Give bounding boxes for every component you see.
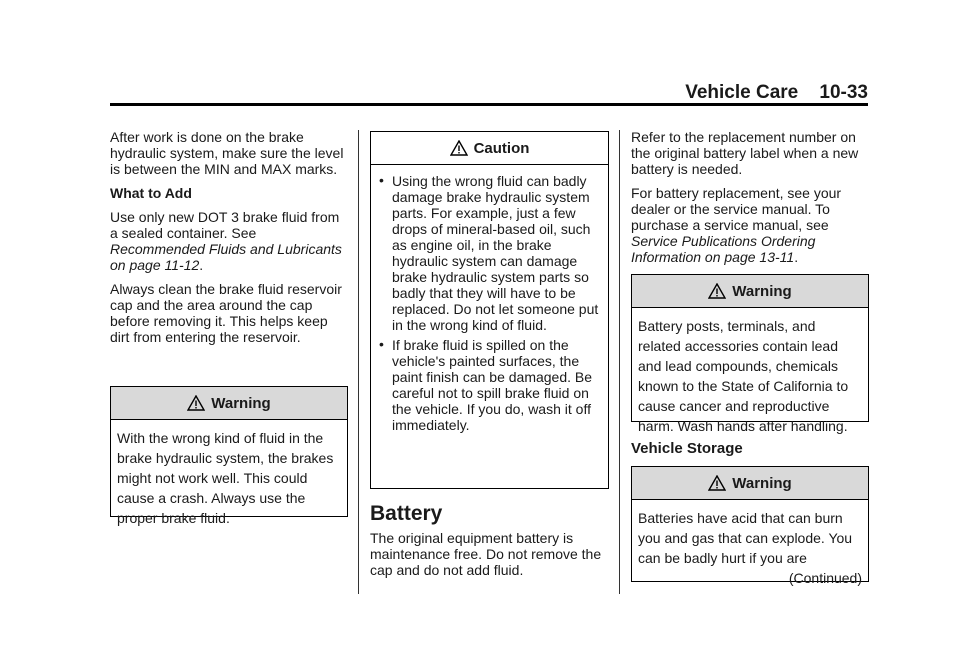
warning-title: Warning <box>211 394 271 412</box>
battery-heading: Battery <box>370 502 443 525</box>
page-number: 10-33 <box>819 82 868 103</box>
column-1 <box>110 129 350 353</box>
warning-box-brake-fluid <box>110 386 348 526</box>
brake-fluid-text: Use only new DOT 3 brake fluid from a sealed container. See <box>110 209 340 241</box>
brake-fluid-text-end: . <box>199 257 204 273</box>
battery-replacement-text-end: . <box>794 249 799 265</box>
column-divider-2 <box>619 130 620 594</box>
warning-box-lead <box>631 274 869 434</box>
warning-header <box>632 275 868 308</box>
caution-body <box>371 165 608 433</box>
warning-title: Warning <box>732 282 792 300</box>
warning-header <box>632 467 868 500</box>
caution-header <box>371 132 608 165</box>
column-3 <box>631 129 871 273</box>
continued-label: (Continued) <box>788 570 862 586</box>
warning-box-acid <box>631 466 869 586</box>
vehicle-storage-heading: Vehicle Storage <box>631 440 743 457</box>
warning-text: With the wrong kind of fluid in the brake hydraulic system, the brakes might not work well. This could cause a crash. Always use the proper brake fluid. <box>117 430 334 526</box>
warning-acid-text: Batteries have acid that can burn you and gas that can explode. You can be badly hurt if you are <box>638 510 853 566</box>
fluids-link[interactable]: Recommended Fluids and Lubricants on page 11-12 <box>110 241 342 273</box>
clean-cap-paragraph: Always clean the brake fluid reservoir cap and the area around the cap before removing it. This helps keep dirt from entering the reservoir. <box>110 281 342 345</box>
caution-bullet-1: • Using the wrong fluid can badly damage brake hydraulic system parts. For example, just a few drops of mineral-based oil, such as engine oil, in the brake hydraulic system can damage brake hydraulic system parts so badly that they will have to be replaced. Do not let someone put in the wrong kind of fluid. <box>377 173 602 333</box>
brake-level-paragraph: After work is done on the brake hydraulic system, make sure the level is between the MIN and MAX marks. <box>110 129 344 177</box>
service-publications-link[interactable]: Service Publications Ordering Information on page 13-11 <box>631 233 816 265</box>
column-divider-1 <box>358 130 359 594</box>
caution-bullet-2: • If brake fluid is spilled on the vehicle's painted surfaces, the paint finish can be damaged. Be careful not to spill brake fluid on the vehicle. If you do, wash it off immediately. <box>377 337 602 433</box>
what-to-add-heading: What to Add <box>110 185 192 201</box>
brake-fluid-paragraph <box>110 209 350 273</box>
warning-title: Warning <box>732 474 792 492</box>
caution-icon <box>450 140 468 156</box>
header-rule <box>110 103 868 106</box>
warning-header <box>111 387 347 420</box>
warning-text <box>632 500 868 588</box>
replacement-number-paragraph: Refer to the replacement number on the original battery label when a new battery is needed. <box>631 129 859 177</box>
warning-icon <box>187 395 205 411</box>
warning-icon <box>708 475 726 491</box>
warning-icon <box>708 283 726 299</box>
battery-replacement-text: For battery replacement, see your dealer or the service manual. To purchase a service manual, see <box>631 185 842 233</box>
battery-section <box>370 502 610 586</box>
caution-box <box>370 131 609 489</box>
caution-title: Caution <box>473 139 530 157</box>
section-title: Vehicle Care <box>685 82 799 103</box>
battery-replacement-paragraph <box>631 185 871 265</box>
warning-text: Battery posts, terminals, and related accessories contain lead and lead compounds, chemicals known to the State of California to cause cancer and reproductive harm. Wash hands after handling. <box>638 318 849 434</box>
page-header-title <box>685 82 868 104</box>
battery-paragraph: The original equipment battery is maintenance free. Do not remove the cap and do not add fluid. <box>370 530 602 578</box>
